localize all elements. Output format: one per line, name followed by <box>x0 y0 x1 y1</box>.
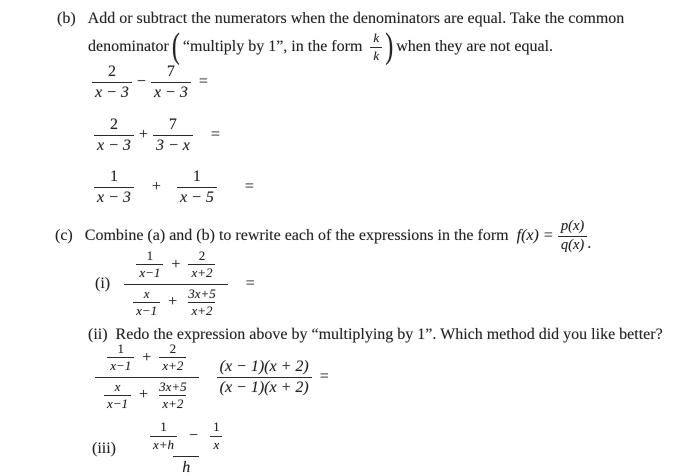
fraction-denominator: x+2 <box>159 357 186 373</box>
fraction <box>156 380 190 412</box>
complex-fraction <box>95 340 199 414</box>
fraction-denominator: x+2 <box>159 395 186 411</box>
fraction-numerator: (x − 1)(x + 2) <box>219 357 309 375</box>
fraction <box>92 63 132 101</box>
plus-operator: + <box>151 178 161 195</box>
complex-fraction <box>124 247 228 321</box>
equals-sign: = <box>543 227 553 244</box>
complex-fraction-denominator: h <box>173 456 199 476</box>
part-b-heading-line2 <box>88 27 553 67</box>
fraction <box>151 63 191 101</box>
fraction-denominator: x − 5 <box>177 187 217 207</box>
multiply-by-one-fraction <box>217 358 312 396</box>
fraction-denominator: x − 3 <box>94 135 134 155</box>
fraction-numerator: 1 <box>160 419 167 435</box>
equals-sign: = <box>198 73 208 90</box>
fraction-numerator: 7 <box>168 115 177 133</box>
item-iii-label: (iii) <box>92 440 116 457</box>
item-iii <box>92 418 243 476</box>
fraction-numerator: 2 <box>109 115 118 133</box>
fraction-denominator: 3 − x <box>153 135 193 155</box>
equals-sign: = <box>210 126 220 143</box>
fraction-denominator: x−1 <box>107 357 134 373</box>
equals-sign: = <box>245 275 255 292</box>
fraction-numerator: 3x+5 <box>188 285 216 301</box>
k-over-k-fraction <box>370 31 382 63</box>
fraction-numerator: 2 <box>198 247 206 263</box>
fraction-numerator: p(x) <box>560 217 585 234</box>
fraction-numerator: 2 <box>107 62 116 80</box>
fraction-denominator: x+2 <box>188 302 215 318</box>
fraction-denominator: x−1 <box>104 395 131 411</box>
item-i <box>95 249 255 319</box>
fraction-denominator: x+h <box>150 436 177 452</box>
part-b-line2-mid: “multiply by 1”, in the form <box>182 38 363 55</box>
fraction <box>188 249 215 281</box>
expression-3 <box>94 167 254 207</box>
plus-operator: + <box>139 386 149 404</box>
fraction <box>150 420 177 452</box>
fraction-denominator: k <box>370 47 382 63</box>
equals-sign: = <box>319 368 329 385</box>
fraction-denominator: q(x) <box>558 236 587 254</box>
minus-operator: − <box>189 427 199 444</box>
part-c-label: (c) <box>55 227 73 244</box>
plus-operator: + <box>138 126 148 143</box>
fraction-denominator: x − 3 <box>151 82 191 102</box>
part-b-label: (b) <box>57 10 76 27</box>
fraction-denominator: x − 3 <box>92 82 132 102</box>
fraction-numerator: 1 <box>117 340 125 356</box>
fraction <box>133 287 160 319</box>
fraction-denominator: x − 3 <box>94 187 134 207</box>
fraction <box>177 168 217 206</box>
complex-fraction-numerator <box>98 340 195 377</box>
complex-fraction <box>130 418 243 476</box>
complex-fraction-denominator <box>95 377 199 415</box>
fraction <box>185 287 219 319</box>
item-ii-prompt-text: Redo the expression above by “multiplying by 1”. Which method did you like better? <box>115 326 663 343</box>
fraction-denominator: x−1 <box>133 302 160 318</box>
fraction-numerator: 1 <box>109 167 118 185</box>
expression-1 <box>92 62 208 102</box>
fraction <box>153 116 193 154</box>
fraction <box>104 380 131 412</box>
complex-fraction-numerator <box>127 247 224 284</box>
minus-operator: − <box>136 73 146 90</box>
fraction-numerator: k <box>373 30 380 46</box>
fraction <box>107 342 134 374</box>
open-paren: ( <box>171 27 180 67</box>
fraction-denominator: (x − 1)(x + 2) <box>217 377 312 397</box>
fraction-numerator: 1 <box>213 419 220 435</box>
plus-operator: + <box>171 255 181 273</box>
f-of-x: f(x) <box>516 227 539 244</box>
part-b-line2-pre: denominator <box>88 38 169 55</box>
fraction <box>136 249 163 281</box>
fraction-numerator: 2 <box>169 340 177 356</box>
fraction <box>210 420 223 452</box>
fraction-denominator: x+2 <box>188 264 215 280</box>
p-over-q-fraction <box>558 219 587 254</box>
item-ii-expression <box>95 342 329 412</box>
part-c-intro-text: Combine (a) and (b) to rewrite each of the expressions in the form <box>84 227 509 244</box>
item-i-label: (i) <box>95 275 111 292</box>
fraction-numerator: 3x+5 <box>159 378 187 394</box>
fraction-numerator: 1 <box>192 167 201 185</box>
fraction-numerator: 7 <box>166 62 175 80</box>
plus-operator: + <box>168 293 178 311</box>
complex-fraction-denominator <box>124 284 228 322</box>
period: . <box>587 235 592 252</box>
close-paren: ) <box>385 27 394 67</box>
expression-2 <box>94 115 220 155</box>
fraction-numerator: x <box>143 285 150 301</box>
fraction-denominator: x−1 <box>136 264 163 280</box>
fraction-denominator: x <box>210 436 222 452</box>
part-b-line1-text: Add or subtract the numerators when the denominators are equal. Take the common <box>87 10 625 27</box>
fraction <box>159 342 186 374</box>
complex-fraction-numerator <box>130 418 243 456</box>
part-b-line2-post: when they are not equal. <box>396 38 554 55</box>
fraction-numerator: x <box>114 378 121 394</box>
fraction <box>94 116 134 154</box>
part-b-heading <box>57 10 624 28</box>
fraction <box>94 168 134 206</box>
equals-sign: = <box>244 178 254 195</box>
item-ii-label: (ii) <box>88 326 108 343</box>
fraction-numerator: 1 <box>146 247 154 263</box>
plus-operator: + <box>142 348 152 366</box>
